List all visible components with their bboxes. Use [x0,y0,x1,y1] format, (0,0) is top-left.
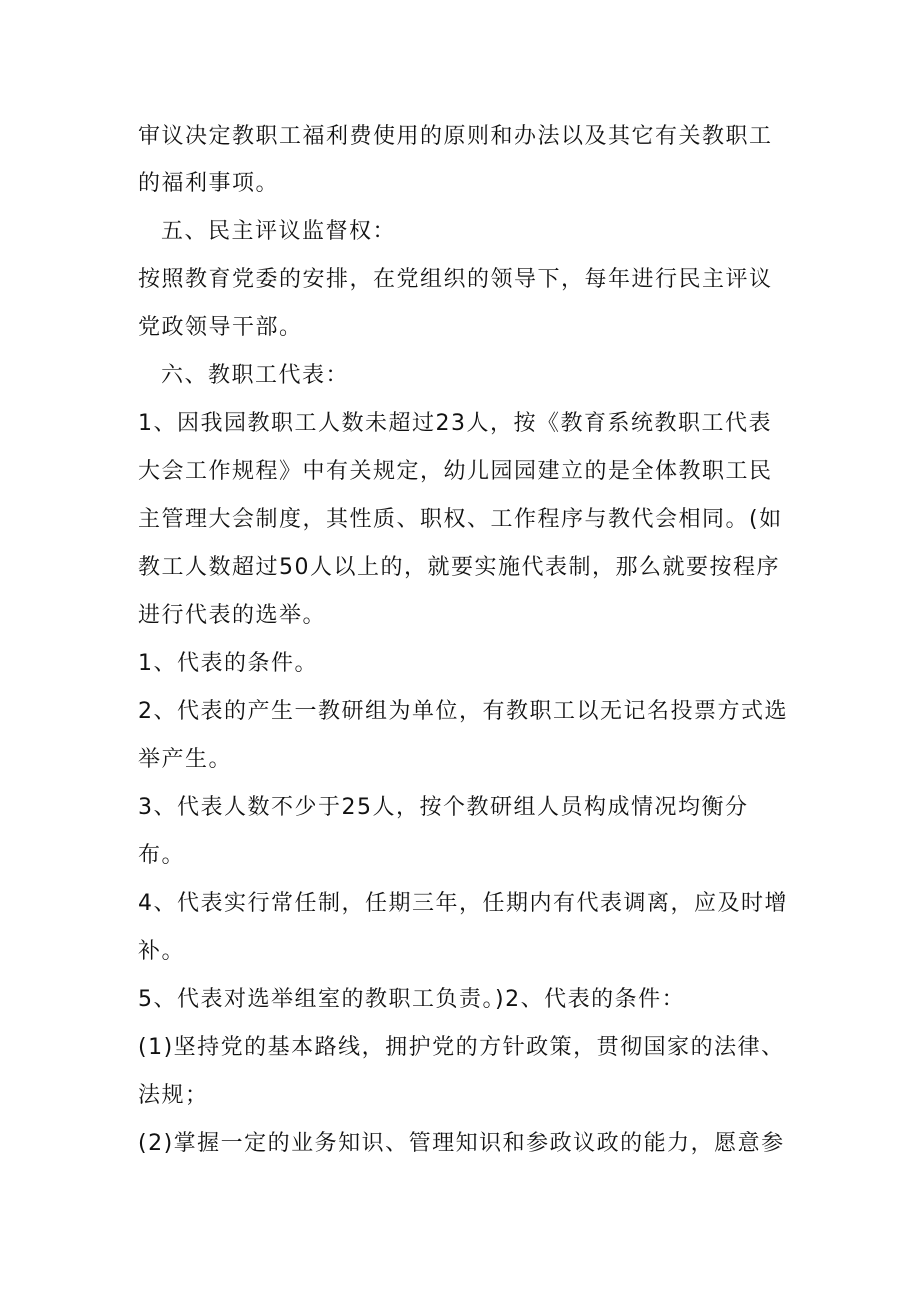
paragraph-line: 审议决定教职工福利费使用的原则和办法以及其它有关教职工 [138,124,773,149]
paragraph-line: 大会工作规程》中有关规定，幼儿园园建立的是全体教职工民 [138,459,773,484]
section-heading-six: 六、教职工代表： [161,363,350,388]
paragraph-line: 举产生。 [138,747,233,772]
paragraph-line: 按照教育党委的安排，在党组织的领导下，每年进行民主评议 [138,267,773,292]
section-heading-five: 五、民主评议监督权： [161,219,397,244]
paragraph-line: 4、代表实行常任制，任期三年，任期内有代表调离，应及时增 [138,891,788,916]
paragraph-line: 的福利事项。 [138,171,280,196]
paragraph-line: 2、代表的产生一教研组为单位，有教职工以无记名投票方式选 [138,699,788,724]
paragraph-line: 教工人数超过50人以上的，就要实施代表制，那么就要按程序 [138,555,780,580]
paragraph-line: 补。 [138,939,186,964]
paragraph-line: 1、代表的条件。 [138,651,318,676]
paragraph-line: 3、代表人数不少于25人，按个教研组人员构成情况均衡分 [138,795,749,820]
paragraph-line: 党政领导干部。 [138,315,303,340]
paragraph-line: 进行代表的选举。 [138,603,327,628]
paragraph-line: 布。 [138,843,186,868]
paragraph-line: (1)坚持党的基本路线，拥护党的方针政策，贯彻国家的法律、 [138,1035,785,1060]
paragraph-line: (2)掌握一定的业务知识、管理知识和参政议政的能力，愿意参 [138,1131,785,1156]
paragraph-line: 主管理大会制度，其性质、职权、工作程序与教代会相同。(如 [138,507,783,532]
paragraph-line: 法规； [138,1083,209,1108]
paragraph-line: 5、代表对选举组室的教职工负责。)2、代表的条件： [138,987,686,1012]
paragraph-line: 1、因我园教职工人数未超过23人，按《教育系统教职工代表 [138,411,772,436]
